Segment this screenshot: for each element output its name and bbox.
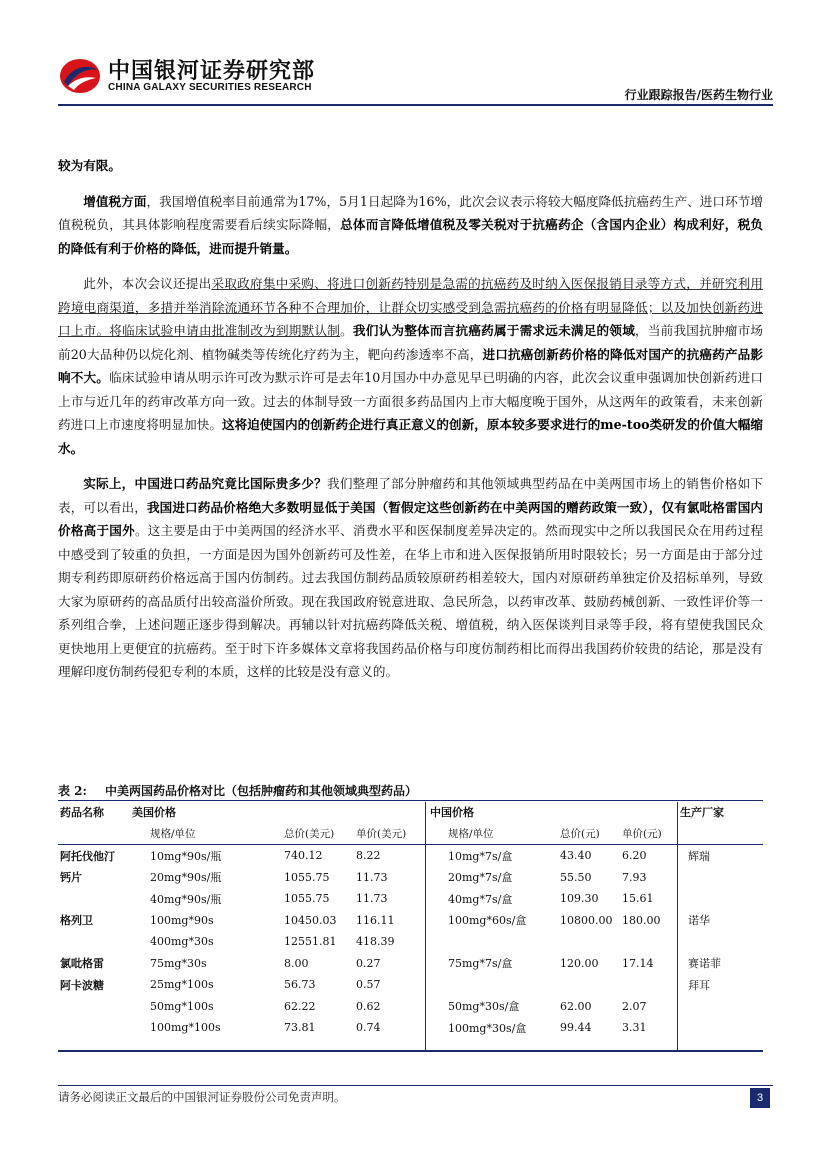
cell-drug-name xyxy=(58,996,130,1018)
header-us-spec: 规格/单位 xyxy=(130,823,282,845)
table-row xyxy=(58,910,763,932)
cell-us-spec: 100mg*90s xyxy=(150,913,214,927)
cell-maker xyxy=(678,888,763,910)
p2-market: ，当前我国抗肿瘤市场前20大品种仍以烷化剂、植物碱类等传统化疗药为主，靶向药渗透率不高， xyxy=(58,323,764,362)
cell-cn-total: 109.30 xyxy=(560,892,599,906)
cell-cn-total: 43.40 xyxy=(560,849,592,863)
p2-view: 我们认为整体而言抗癌药属于需求远未满足的领域 xyxy=(352,323,636,338)
paragraph-price-compare xyxy=(58,472,763,684)
cell-cn-spec: 40mg*7s/盒 xyxy=(448,892,513,906)
header-drug: 药品名称 xyxy=(58,801,130,823)
table-title xyxy=(58,782,417,799)
cell-us-total: 1055.75 xyxy=(284,870,330,884)
table-caption: 中美两国药品价格对比（包括肿瘤药和其他领域典型药品） xyxy=(104,784,417,798)
table-row xyxy=(58,953,763,975)
table-row xyxy=(58,1017,763,1039)
cell-cn-spec: 100mg*30s/盒 xyxy=(448,1021,527,1035)
table-body xyxy=(58,845,763,1039)
p1-body: ，我国增值税率目前通常为17%，5月1日起降为16%，此次会议表示将较大幅度降低抗癌药生产、进口环节增值税税负，其具体影响程度需要看后续实际降幅， xyxy=(58,193,763,232)
cell-maker xyxy=(678,996,763,1018)
cell-us-total: 8.00 xyxy=(284,956,309,970)
header-cn-total: 总价(元) xyxy=(558,823,620,845)
page-number: 3 xyxy=(750,1088,770,1108)
cell-us-total: 10450.03 xyxy=(284,913,337,927)
cell-maker: 赛诺菲 xyxy=(688,957,721,971)
paragraph-0 xyxy=(58,154,763,178)
cell-cn-unit: 180.00 xyxy=(622,913,661,927)
cell-us-unit: 11.73 xyxy=(356,870,388,884)
table-number: 表 2: xyxy=(58,784,87,798)
cell-us-total: 1055.75 xyxy=(284,892,330,906)
cell-us-unit: 0.27 xyxy=(356,956,381,970)
report-type: 行业跟踪报告/医药生物行业 xyxy=(624,88,773,102)
p2-lead: 此外，本次会议还提出 xyxy=(83,276,212,291)
cell-us-total: 56.73 xyxy=(284,978,316,992)
cell-cn-total xyxy=(558,931,620,953)
cell-cn-unit: 17.14 xyxy=(622,956,654,970)
cell-maker: 诺华 xyxy=(688,914,710,928)
cell-cn-spec xyxy=(428,974,558,996)
logo-chinese-name: 中国银河证券研究部 xyxy=(108,59,316,84)
p2-underlined: 采取政府集中采购、将进口创新药特别是急需的抗癌药及时纳入医保报销目录等方式，并研究利用跨境电商渠道，多措并举消除流通环节各种不合理加价，让群众切实感受到急需抗癌药的价格有明显降低；以及加快创新药进口上市。将临床试验申请由批准制改为到期默认制 xyxy=(58,276,764,338)
cell-us-spec: 75mg*30s xyxy=(150,956,207,970)
cell-maker xyxy=(678,1017,763,1039)
cell-us-unit: 8.22 xyxy=(356,849,381,863)
cell-drug-name: 格列卫 xyxy=(60,914,93,928)
cell-cn-total: 10800.00 xyxy=(560,913,613,927)
table-row xyxy=(58,888,763,910)
logo-english-name: CHINA GALAXY SECURITIES RESEARCH xyxy=(108,82,312,93)
cell-cn-total: 62.00 xyxy=(560,999,592,1013)
table-divider-cn xyxy=(425,802,426,1050)
p3-analysis: 。这主要是由于中美两国的经济水平、消费水平和医保制度差异决定的。然而现实中之所以我国民众在用药过程中感受到了较重的负担，一方面是因为国外创新药可及性差，在华上市和进入医保报销所用时限较长；另一方面是由于部分过期专利药即原研药价格远高于国内仿制药。过去我国仿制药品质较原研药相差较大，国内对原研药单独定价及招标单列，导致大家为原研药的高品质付出较高溢价所致。现在我国政府锐意进取、急民所急，以药审改革、鼓励药械创新、一致性评价等一系列组合拳，上述问题正逐步得到解决。再辅以针对抗癌药降低关税、增值税，纳入医保谈判目录等手段，将有望使我国民众更快地用上更便宜的抗癌药。至于时下许多媒体文章将我国药品价格与印度仿制药相比而得出我国药价较贵的结论，那是没有理解印度仿制药侵犯专利的本质，这样的比较是没有意义的。 xyxy=(58,523,764,679)
p3-question: 实际上，中国进口药品究竟比国际贵多少？ xyxy=(83,476,327,491)
header-maker: 生产厂家 xyxy=(678,801,763,823)
paragraph-vat xyxy=(58,190,763,261)
cell-maker xyxy=(678,931,763,953)
header-cn-price: 中国价格 xyxy=(428,801,678,823)
table-divider-maker xyxy=(677,802,678,1050)
p1-conclusion: 总体而言降低增值税及零关税对于抗癌药企（含国内企业）构成利好，税负的降低有利于价格的降低，进而提升销量。 xyxy=(58,217,764,256)
cell-us-unit: 0.57 xyxy=(356,978,381,992)
p2-metoo: 这将迫使国内的创新药企进行真正意义的创新，原本较多要求进行的me-too类研发的价值大幅缩水。 xyxy=(58,417,763,456)
p1-lead: 增值税方面 xyxy=(83,193,147,209)
cell-drug-name: 阿托伐他汀 xyxy=(60,849,115,863)
header-us-price: 美国价格 xyxy=(130,801,428,823)
page-header xyxy=(58,52,773,102)
cell-drug-name xyxy=(58,888,130,910)
cell-cn-spec: 50mg*30s/盒 xyxy=(448,1000,520,1014)
cell-us-spec: 40mg*90s/瓶 xyxy=(150,892,222,906)
cell-cn-spec: 75mg*7s/盒 xyxy=(448,957,513,971)
price-comparison-table xyxy=(58,800,763,1039)
table-row xyxy=(58,996,763,1018)
cell-us-unit: 116.11 xyxy=(356,913,395,927)
cell-cn-total xyxy=(558,974,620,996)
table-row xyxy=(58,867,763,889)
cell-cn-spec: 10mg*7s/盒 xyxy=(448,849,513,863)
cell-cn-total: 99.44 xyxy=(560,1021,592,1035)
cell-maker xyxy=(678,867,763,889)
table-row xyxy=(58,845,763,867)
table-row xyxy=(58,974,763,996)
cell-us-total: 73.81 xyxy=(284,1021,316,1035)
cell-us-unit: 0.74 xyxy=(356,1021,381,1035)
table-row xyxy=(58,931,763,953)
cell-us-spec: 20mg*90s/瓶 xyxy=(150,871,222,885)
cell-us-total: 12551.81 xyxy=(284,935,337,949)
cell-us-unit: 0.62 xyxy=(356,999,381,1013)
cell-us-spec: 50mg*100s xyxy=(150,999,214,1013)
p2-impact: 进口抗癌创新药价格的降低对国产的抗癌药产品影响不大。 xyxy=(58,346,763,385)
cell-drug-name: 钙片 xyxy=(60,871,82,885)
p3-intro: 我们整理了部分肿瘤药和其他领域典型药品在中美两国市场上的销售价格如下表，可以看出， xyxy=(58,476,764,515)
cell-us-spec: 400mg*30s xyxy=(150,935,214,949)
cell-us-unit: 11.73 xyxy=(356,892,388,906)
cell-us-unit: 418.39 xyxy=(356,935,395,949)
cell-cn-spec: 100mg*60s/盒 xyxy=(448,914,527,928)
header-cn-unit: 单价(元) xyxy=(620,823,678,845)
header-divider xyxy=(58,104,773,106)
cell-drug-name: 氯吡格雷 xyxy=(60,957,104,971)
cell-cn-total: 120.00 xyxy=(560,956,599,970)
table-bottom-rule xyxy=(58,1050,763,1052)
cell-cn-unit: 6.20 xyxy=(622,849,647,863)
header-us-unit: 单价(美元) xyxy=(354,823,428,845)
cell-us-spec: 25mg*100s xyxy=(150,978,214,992)
disclaimer: 请务必阅读正文最后的中国银河证券股份公司免责声明。 xyxy=(58,1090,346,1104)
cell-us-spec: 100mg*100s xyxy=(150,1021,221,1035)
p2-period: 。 xyxy=(340,323,353,338)
cell-cn-spec xyxy=(428,931,558,953)
p3-finding: 我国进口药品价格绝大多数明显低于美国（暂假定这些创新药在中美两国的赠药政策一致），仅有氯吡格雷国内价格高于国外 xyxy=(58,499,764,538)
cell-cn-unit xyxy=(620,931,678,953)
cell-cn-unit: 15.61 xyxy=(622,892,654,906)
galaxy-logo-icon xyxy=(58,56,102,96)
paragraph-policy xyxy=(58,272,763,460)
header-us-total: 总价(美元) xyxy=(282,823,354,845)
p2-trial: 临床试验申请从明示许可改为默示许可是去年10月国办中办意见早已明确的内容，此次会议重申强调加快创新药进口上市与近几年的药审改革方向一致。过去的体制导致一方面很多药品国内上市大幅度晚于国外，从这两年的政策看，未来创新药进口上市速度将明显加快。 xyxy=(58,370,764,432)
p0-text: 较为有限。 xyxy=(58,158,121,173)
cell-cn-unit: 3.31 xyxy=(622,1021,647,1035)
table-header-row xyxy=(58,801,763,823)
cell-us-spec: 10mg*90s/瓶 xyxy=(150,849,222,863)
cell-cn-total: 55.50 xyxy=(560,870,592,884)
cell-us-total: 740.12 xyxy=(284,849,323,863)
footer-divider xyxy=(58,1085,773,1086)
cell-cn-unit: 7.93 xyxy=(622,870,647,884)
body-text xyxy=(58,154,763,684)
cell-drug-name xyxy=(58,1017,130,1039)
cell-us-total: 62.22 xyxy=(284,999,316,1013)
cell-cn-unit: 2.07 xyxy=(622,999,647,1013)
table-subheader-row xyxy=(58,823,763,845)
cell-cn-spec: 20mg*7s/盒 xyxy=(448,871,513,885)
cell-drug-name xyxy=(58,931,130,953)
cell-maker: 辉瑞 xyxy=(688,849,710,863)
cell-drug-name: 阿卡波糖 xyxy=(60,978,104,992)
cell-maker: 拜耳 xyxy=(688,978,710,992)
cell-cn-unit xyxy=(620,974,678,996)
header-cn-spec: 规格/单位 xyxy=(428,823,558,845)
